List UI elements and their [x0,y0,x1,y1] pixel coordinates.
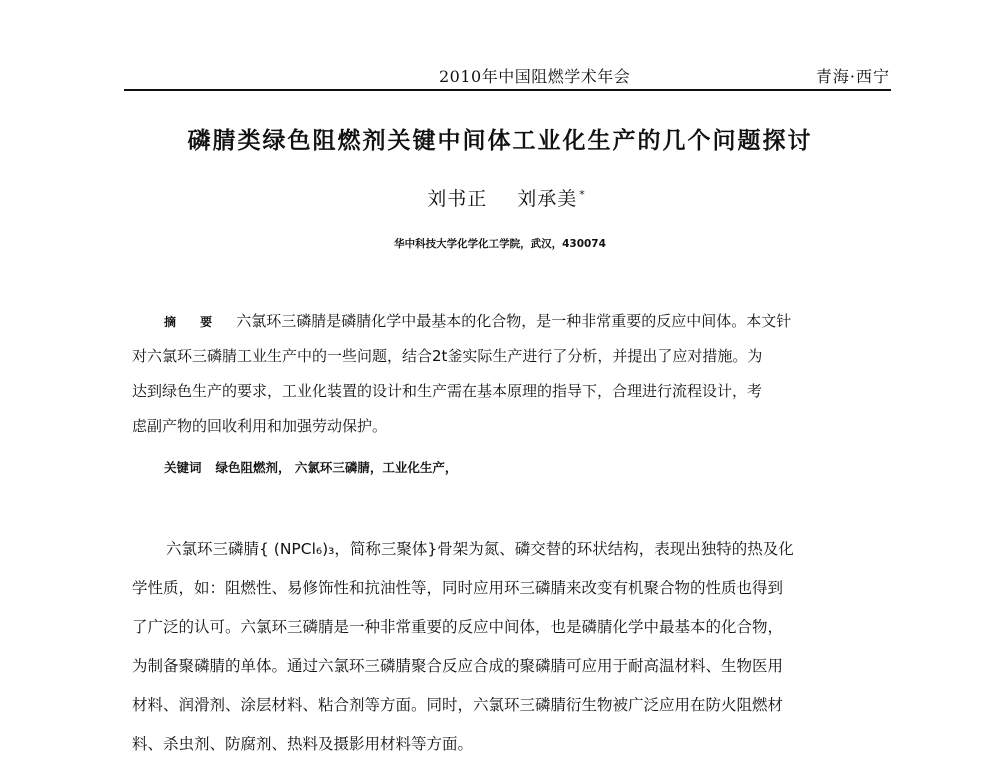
conference-location: 青海·西宁 [815,67,890,86]
keywords-text: 绿色阻燃剂， 六氯环三磷腈，工业化生产， [215,460,458,475]
author-name: 刘书正 [427,188,488,210]
body-line: 料、杀虫剂、防腐剂、热料及摄影用材料等方面。 [132,735,474,753]
header-rule [124,89,891,91]
keywords [164,458,457,476]
abstract-line [132,304,892,339]
abstract-line: 对六氯环三磷腈工业生产中的一些问题，结合2t釜实际生产进行了分析，并提出了应对措施。为 [132,347,763,365]
corresponding-author-mark: * [579,187,585,201]
author-list [0,184,1000,211]
affiliation: 华中科技大学化学化工学院，武汉，430074 [394,238,606,250]
body-line: 材料、润滑剂、涂层材料、粘合剂等方面。同时，六氯环三磷腈衍生物被广泛应用在防火阻燃材 [132,696,784,714]
abstract-line: 虑副产物的回收利用和加强劳动保护。 [132,417,388,435]
body-line: 学性质，如：阻燃性、易修饰性和抗油性等，同时应用环三磷腈来改变有机聚合物的性质也得到 [132,579,784,597]
body-text [132,530,892,760]
running-header [127,59,890,89]
keywords-label: 关键词 [164,460,202,475]
author-name: 刘承美 [517,188,578,210]
abstract-line: 达到绿色生产的要求，工业化装置的设计和生产需在基本原理的指导下，合理进行流程设计，考 [132,382,763,400]
body-line: 六氯环三磷腈{ (NPCl₆)₃，简称三聚体}骨架为氮、磷交替的环状结构，表现出独特的热及化 [166,540,794,558]
conference-name: 2010年中国阻燃学术年会 [439,67,631,86]
paper-title: 磷腈类绿色阻燃剂关键中间体工业化生产的几个问题探讨 [187,128,813,154]
abstract-text: 六氯环三磷腈是磷腈化学中最基本的化合物，是一种非常重要的反应中间体。本文针 [236,312,792,330]
abstract-label: 摘 要 [164,315,223,329]
abstract [132,304,892,444]
body-line: 了广泛的认可。六氯环三磷腈是一种非常重要的反应中间体，也是磷腈化学中最基本的化合物， [132,618,784,636]
body-line: 为制备聚磷腈的单体。通过六氯环三磷腈聚合反应合成的聚磷腈可应用于耐高温材料、生物医用 [132,657,784,675]
